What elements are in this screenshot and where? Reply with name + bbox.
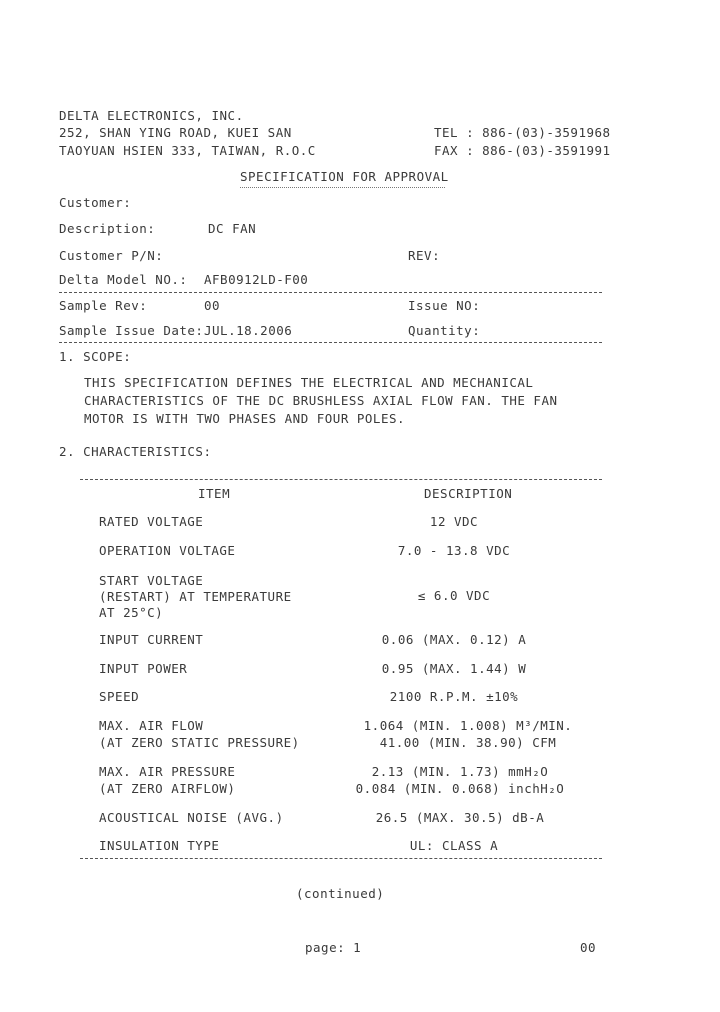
table-top-line xyxy=(80,479,602,480)
customer-pn-label: Customer P/N: xyxy=(59,248,164,263)
table-bottom-line xyxy=(80,858,602,859)
description-cell: 2.13 (MIN. 1.73) mmH₂O xyxy=(371,764,549,779)
customer-label: Customer: xyxy=(59,195,132,210)
company-name: DELTA ELECTRONICS, INC. xyxy=(59,108,244,123)
item-cell: ACOUSTICAL NOISE (AVG.) xyxy=(99,810,284,825)
column-header-description: DESCRIPTION xyxy=(424,486,513,501)
sample-issue-date-value: JUL.18.2006 xyxy=(204,323,293,338)
scope-heading: 1. SCOPE: xyxy=(59,349,132,364)
scope-line: CHARACTERISTICS OF THE DC BRUSHLESS AXIAL FLOW FAN. THE FAN xyxy=(84,393,558,408)
description-label: Description: xyxy=(59,221,156,236)
characteristics-heading: 2. CHARACTERISTICS: xyxy=(59,444,212,459)
description-cell: 0.06 (MAX. 0.12) A xyxy=(381,632,527,647)
company-address-line1: 252, SHAN YING ROAD, KUEI SAN xyxy=(59,125,292,140)
scope-line: MOTOR IS WITH TWO PHASES AND FOUR POLES. xyxy=(84,411,406,426)
column-header-item: ITEM xyxy=(198,486,231,501)
description-cell: 1.064 (MIN. 1.008) M³/MIN. xyxy=(363,718,573,733)
company-address-line2: TAOYUAN HSIEN 333, TAIWAN, R.O.C xyxy=(59,143,316,158)
item-cell: INPUT CURRENT xyxy=(99,632,204,647)
description-cell: 0.084 (MIN. 0.068) inchH₂O xyxy=(355,781,565,796)
model-value: AFB0912LD-F00 xyxy=(204,272,309,287)
company-tel: TEL : 886-(03)-3591968 xyxy=(434,125,611,140)
item-cell: AT 25°C) xyxy=(99,605,164,620)
description-cell: 0.95 (MAX. 1.44) W xyxy=(381,661,527,676)
divider-1 xyxy=(59,292,602,293)
item-cell: (AT ZERO AIRFLOW) xyxy=(99,781,236,796)
item-cell: (RESTART) AT TEMPERATURE xyxy=(99,589,292,604)
description-cell: 2100 R.P.M. ±10% xyxy=(389,689,519,704)
title-underline xyxy=(240,187,445,188)
description-cell: ≤ 6.0 VDC xyxy=(417,588,491,603)
quantity-label: Quantity: xyxy=(408,323,481,338)
description-cell: 41.00 (MIN. 38.90) CFM xyxy=(379,735,557,750)
page-number: page: 1 xyxy=(305,940,362,955)
description-cell: 7.0 - 13.8 VDC xyxy=(397,543,511,558)
description-cell: 26.5 (MAX. 30.5) dB-A xyxy=(375,810,545,825)
sample-rev-value: 00 xyxy=(204,298,221,313)
sample-rev-label: Sample Rev: xyxy=(59,298,148,313)
item-cell: RATED VOLTAGE xyxy=(99,514,204,529)
document-title: SPECIFICATION FOR APPROVAL xyxy=(240,169,449,184)
item-cell: MAX. AIR FLOW xyxy=(99,718,204,733)
item-cell: MAX. AIR PRESSURE xyxy=(99,764,236,779)
model-label: Delta Model NO.: xyxy=(59,272,188,287)
item-cell: OPERATION VOLTAGE xyxy=(99,543,236,558)
continued-note: (continued) xyxy=(296,886,385,901)
item-cell: INSULATION TYPE xyxy=(99,838,220,853)
item-cell: (AT ZERO STATIC PRESSURE) xyxy=(99,735,300,750)
issue-no-label: Issue NO: xyxy=(408,298,481,313)
description-cell: UL: CLASS A xyxy=(409,838,499,853)
footer-rev: 00 xyxy=(580,940,597,955)
description-value: DC FAN xyxy=(208,221,257,236)
item-cell: INPUT POWER xyxy=(99,661,188,676)
description-cell: 12 VDC xyxy=(429,514,479,529)
item-cell: START VOLTAGE xyxy=(99,573,204,588)
sample-issue-date-label: Sample Issue Date: xyxy=(59,323,204,338)
item-cell: SPEED xyxy=(99,689,140,704)
divider-2 xyxy=(59,342,602,343)
rev-label: REV: xyxy=(408,248,441,263)
company-fax: FAX : 886-(03)-3591991 xyxy=(434,143,611,158)
scope-line: THIS SPECIFICATION DEFINES THE ELECTRICAL AND MECHANICAL xyxy=(84,375,534,390)
